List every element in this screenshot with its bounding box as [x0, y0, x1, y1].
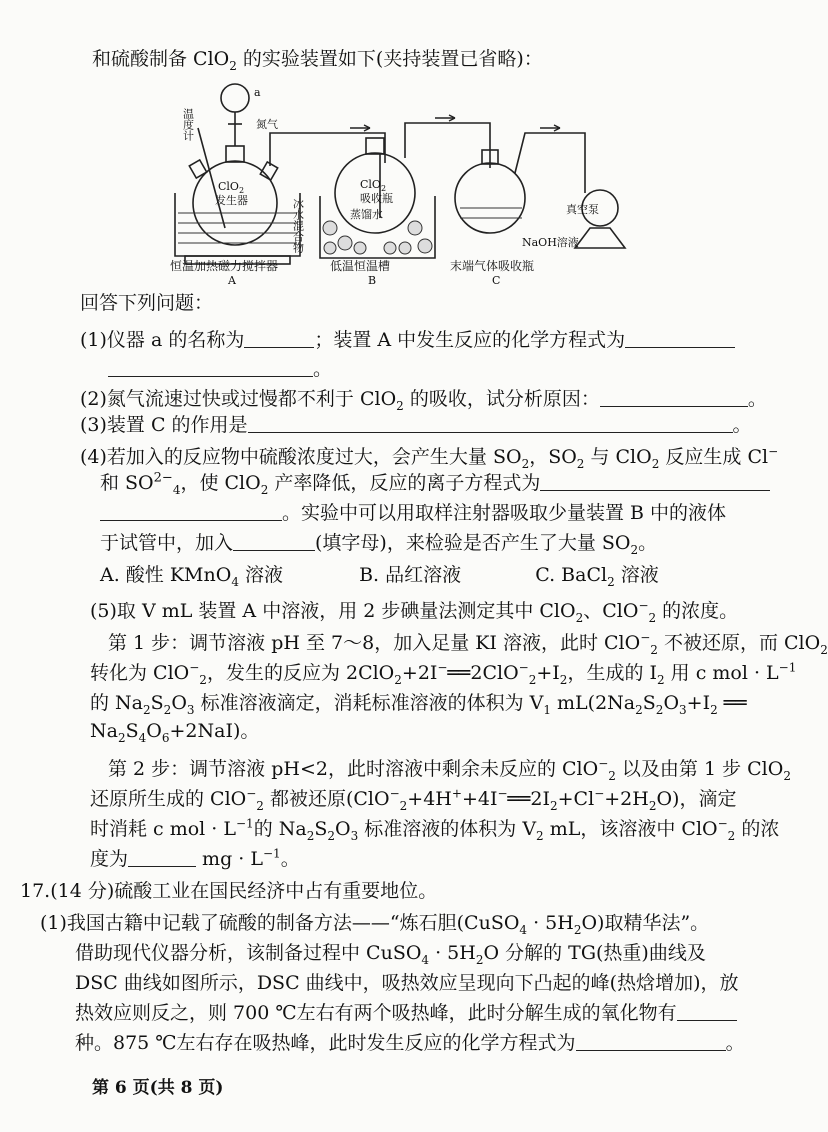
q1-blank-3[interactable]	[108, 358, 313, 377]
q17-head: 17.(14 分)硫酸工业在国民经济中占有重要地位。	[20, 880, 438, 902]
q17-l5: 种。875 ℃左右存在吸热峰，此时发生反应的化学方程式为 。	[75, 1032, 745, 1054]
funnel-a	[221, 84, 249, 112]
q4-options	[100, 562, 659, 588]
q5-step2-l3: 时消耗 c mol · $L^{-1}$的 $Na_2S_2O_3$ 标准溶液的体积为 $V_2$ mL，该溶液中 ClO−$_2$ 的浓	[90, 816, 780, 843]
q5-step2-l4: 度为 mg · $L^{-1}$。	[90, 846, 300, 870]
q17-l1: (1)我国古籍中记载了硫酸的制备方法——“炼石胆(CuSO$_4$ · $5H_2O$)取精华法”。	[40, 912, 710, 937]
label-cold-bath: 低温恒温槽	[330, 259, 391, 273]
letter-c: C	[492, 274, 501, 287]
q4-blank-1[interactable]	[540, 472, 770, 491]
q4-line4: 于试管中，加入 (填字母)，来检验是否产生了大量 $SO_2$。	[100, 532, 658, 557]
q5-blank[interactable]	[128, 848, 196, 867]
q4-line2: 和 $SO^{2-}_4$，使 ClO$_2$ 产率降低，反应的离子方程式为	[100, 470, 770, 496]
apparatus-diagram	[170, 78, 640, 288]
label-absorber-2: 吸收瓶	[360, 192, 393, 205]
q2-part2: 的吸收，试分析原因：	[403, 388, 600, 410]
flask-b-neck	[366, 138, 384, 154]
letter-b: B	[368, 274, 377, 287]
flask-a-neck	[226, 146, 244, 162]
label-naoh: NaOH溶液	[522, 236, 579, 249]
q5-step1-l3: 的 $Na_2S_2O_3$ 标准溶液滴定，消耗标准溶液的体积为 $V_1$ $mL(2Na_2S_2O_3+I_2$ ══	[90, 692, 747, 717]
q3-end: 。	[732, 414, 752, 436]
q4-blank-2[interactable]	[100, 502, 282, 521]
intro-tail: 的实验装置如下(夹持装置已省略)：	[236, 48, 543, 70]
label-generator-2: 发生器	[215, 194, 248, 207]
label-distilled-water: 蒸馏水	[350, 208, 383, 221]
label-ice: 冰水混合物	[291, 198, 305, 253]
q1-part1: (1)仪器 a 的名称为	[80, 329, 245, 351]
q17-l4: 热效应则反之，则 700 ℃左右有两个吸热峰，此时分解生成的氧化物有	[75, 1000, 737, 1026]
label-a: a	[254, 86, 261, 99]
q2-sub: 2	[396, 398, 404, 413]
flask-c	[455, 163, 525, 233]
letter-a: A	[228, 274, 236, 287]
q1-end: 。	[313, 358, 333, 380]
q4-blank-3[interactable]	[233, 532, 315, 551]
q3-blank[interactable]	[248, 414, 733, 433]
q17-l2: 借助现代仪器分析，该制备过程中 CuSO$_4$ · $5H_2O$ 分解的 TG(热重)曲线及	[75, 942, 706, 967]
label-thermometer: 温度计	[181, 108, 195, 141]
intro-text: 和硫酸制备 ClO	[92, 48, 230, 70]
label-stirrer: 恒温加热磁力搅拌器	[170, 259, 279, 273]
tube-bc	[405, 123, 490, 168]
label-vacuum-pump: 真空泵	[566, 203, 599, 216]
tube-cd	[515, 133, 585, 193]
q17-l3: DSC 曲线如图所示，DSC 曲线中，吸热效应呈现向下凸起的峰(热焓增加)，放	[75, 972, 739, 994]
q2-line	[80, 386, 767, 412]
q5-step2-l1: 第 2 步：调节溶液 pH<2，此时溶液中剩余未反应的 ClO−$_2$ 以及由第 1 步 ClO$_2$	[108, 756, 791, 783]
prompt: 回答下列问题：	[80, 292, 214, 314]
intro-sub: 2	[229, 58, 237, 73]
q4-option-b[interactable]: B. 品红溶液	[359, 564, 462, 586]
q4-option-a[interactable]: A. 酸性 KMnO$_4$ 溶液	[100, 564, 283, 589]
q1-line	[80, 327, 735, 353]
page-footer: 第 6 页(共 8 页)	[92, 1078, 224, 1098]
q2-blank[interactable]	[600, 388, 748, 407]
q3-part1: (3)装置 C 的作用是	[80, 414, 248, 436]
q1-blank-1[interactable]	[244, 329, 314, 348]
label-generator: ClO$_2$	[218, 180, 245, 195]
label-nitrogen: 氮气	[256, 118, 278, 131]
q2-end: 。	[747, 388, 767, 410]
label-absorber: ClO$_2$	[360, 178, 387, 193]
q1-part2: ；装置 A 中发生反应的化学方程式为	[314, 329, 626, 351]
q5-step1-l1: 第 1 步：调节溶液 pH 至 7～8，加入足量 KI 溶液，此时 ClO−$_2$ 不被还原，而 ClO$_2$	[108, 630, 828, 657]
q4-option-c[interactable]: C. BaCl$_2$ 溶液	[535, 564, 659, 589]
q1-line2	[108, 356, 332, 382]
q17-blank-1[interactable]	[677, 1002, 737, 1021]
intro-line	[92, 46, 543, 72]
q2-part1: (2)氮气流速过快或过慢都不利于 ClO	[80, 388, 397, 410]
q5-step1-l2: 转化为 ClO−$_2$，发生的反应为 $2ClO_2+2I^-══2ClO^-_2+I_2$，生成的 $I_2$ 用 c mol · $L^{-1}$	[90, 660, 797, 687]
q1-blank-2[interactable]	[625, 329, 735, 348]
q4-line1: (4)若加入的反应物中硫酸浓度过大，会产生大量 $SO_2$，$SO_2$ 与 ClO$_2$ 反应生成 Cl−	[80, 444, 779, 471]
q5-step2-l2: 还原所生成的 ClO−$_2$ 都被还原$(ClO^-_2+4H^++4I^-══2I_2+Cl^-+2H_2O)$，滴定	[90, 786, 737, 813]
q17-blank-2[interactable]	[576, 1032, 726, 1051]
q5-step1-l4: $Na_2S_4O_6+2NaI$)。	[90, 720, 260, 745]
q4-line3: 。实验中可以用取样注射器吸取少量装置 B 中的液体	[100, 500, 726, 526]
q5-head: (5)取 V mL 装置 A 中溶液，用 2 步碘量法测定其中 ClO$_2$、ClO−$_2$ 的浓度。	[90, 598, 739, 625]
q3-line	[80, 412, 752, 438]
label-tail-bottle: 末端气体吸收瓶	[450, 259, 535, 273]
